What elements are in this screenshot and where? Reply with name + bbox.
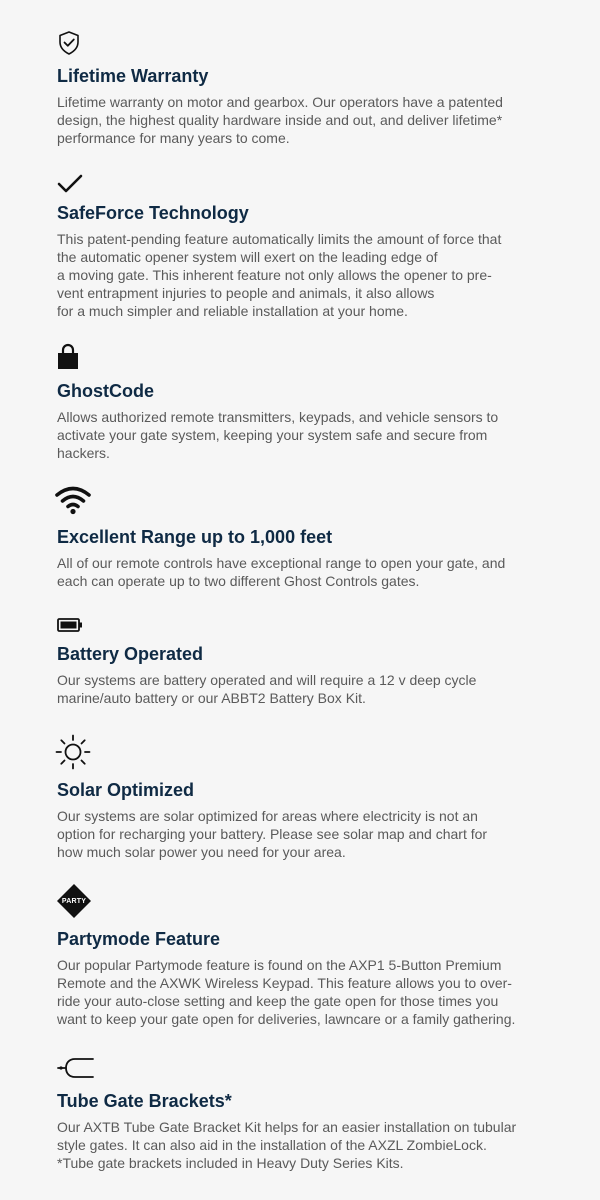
party-icon	[57, 884, 91, 918]
tube-bracket-icon	[57, 1056, 95, 1080]
battery-icon	[57, 617, 83, 633]
feature-description: Lifetime warranty on motor and gearbox. Our operators have a patented design, the highest quality hardware inside and out, and deliver lifetime* performance for many years to come.	[57, 94, 503, 146]
feature-title: Solar Optimized	[57, 780, 195, 800]
feature-description: Our popular Partymode feature is found on the AXP1 5-Button Premium Remote and the AXWK Wireless Keypad. This feature allows you to over- ride your auto-close setting and keep the gate open for those times you want to keep your gate open for deliveries, lawncare or a family gathering.	[57, 957, 516, 1027]
feature-title: Tube Gate Brackets*	[57, 1091, 232, 1111]
feature-title: GhostCode	[57, 381, 154, 401]
sun-icon	[55, 734, 91, 770]
feature-title: Battery Operated	[57, 644, 204, 664]
feature-tube-gate-brackets	[57, 1056, 537, 1172]
feature-safeforce-technology	[57, 174, 537, 320]
party-icon-label: PARTY	[61, 897, 87, 905]
feature-description: Allows authorized remote transmitters, keypads, and vehicle sensors to activate your gate system, keeping your system safe and secure from hackers.	[57, 409, 499, 461]
feature-solar-optimized	[57, 734, 537, 861]
feature-ghostcode	[57, 343, 537, 462]
feature-partymode	[57, 884, 537, 1028]
feature-excellent-range	[57, 485, 537, 590]
feature-description: Our systems are battery operated and will require a 12 v deep cycle marine/auto battery or our ABBT2 Battery Box Kit.	[57, 672, 477, 706]
lock-icon	[57, 343, 79, 370]
shield-check-icon	[57, 30, 81, 56]
feature-description: Our AXTB Tube Gate Bracket Kit helps for an easier installation on tubular style gates. It can also aid in the installation of the AXZL ZombieLock. *Tube gate brackets included in Heavy Duty Series Kits.	[57, 1119, 517, 1171]
feature-battery-operated	[57, 617, 537, 707]
feature-title: Excellent Range up to 1,000 feet	[57, 527, 333, 547]
feature-lifetime-warranty	[57, 30, 537, 147]
feature-description: This patent-pending feature automatically limits the amount of force that the automatic opener system will exert on the leading edge of a moving gate. This inherent feature not only allows the opener to pre- vent entrapment injuries to people and animals, it also allows for a much simpler and reliable installation at your home.	[57, 231, 502, 319]
feature-title: SafeForce Technology	[57, 203, 249, 223]
wifi-icon	[55, 485, 91, 515]
checkmark-icon	[57, 174, 83, 194]
feature-title: Partymode Feature	[57, 929, 221, 949]
feature-title: Lifetime Warranty	[57, 66, 209, 86]
feature-description: Our systems are solar optimized for areas where electricity is not an option for recharging your battery. Please see solar map and chart for how much solar power you need for your area.	[57, 808, 488, 860]
feature-description: All of our remote controls have exceptional range to open your gate, and each can operate up to two different Ghost Controls gates.	[57, 555, 506, 589]
